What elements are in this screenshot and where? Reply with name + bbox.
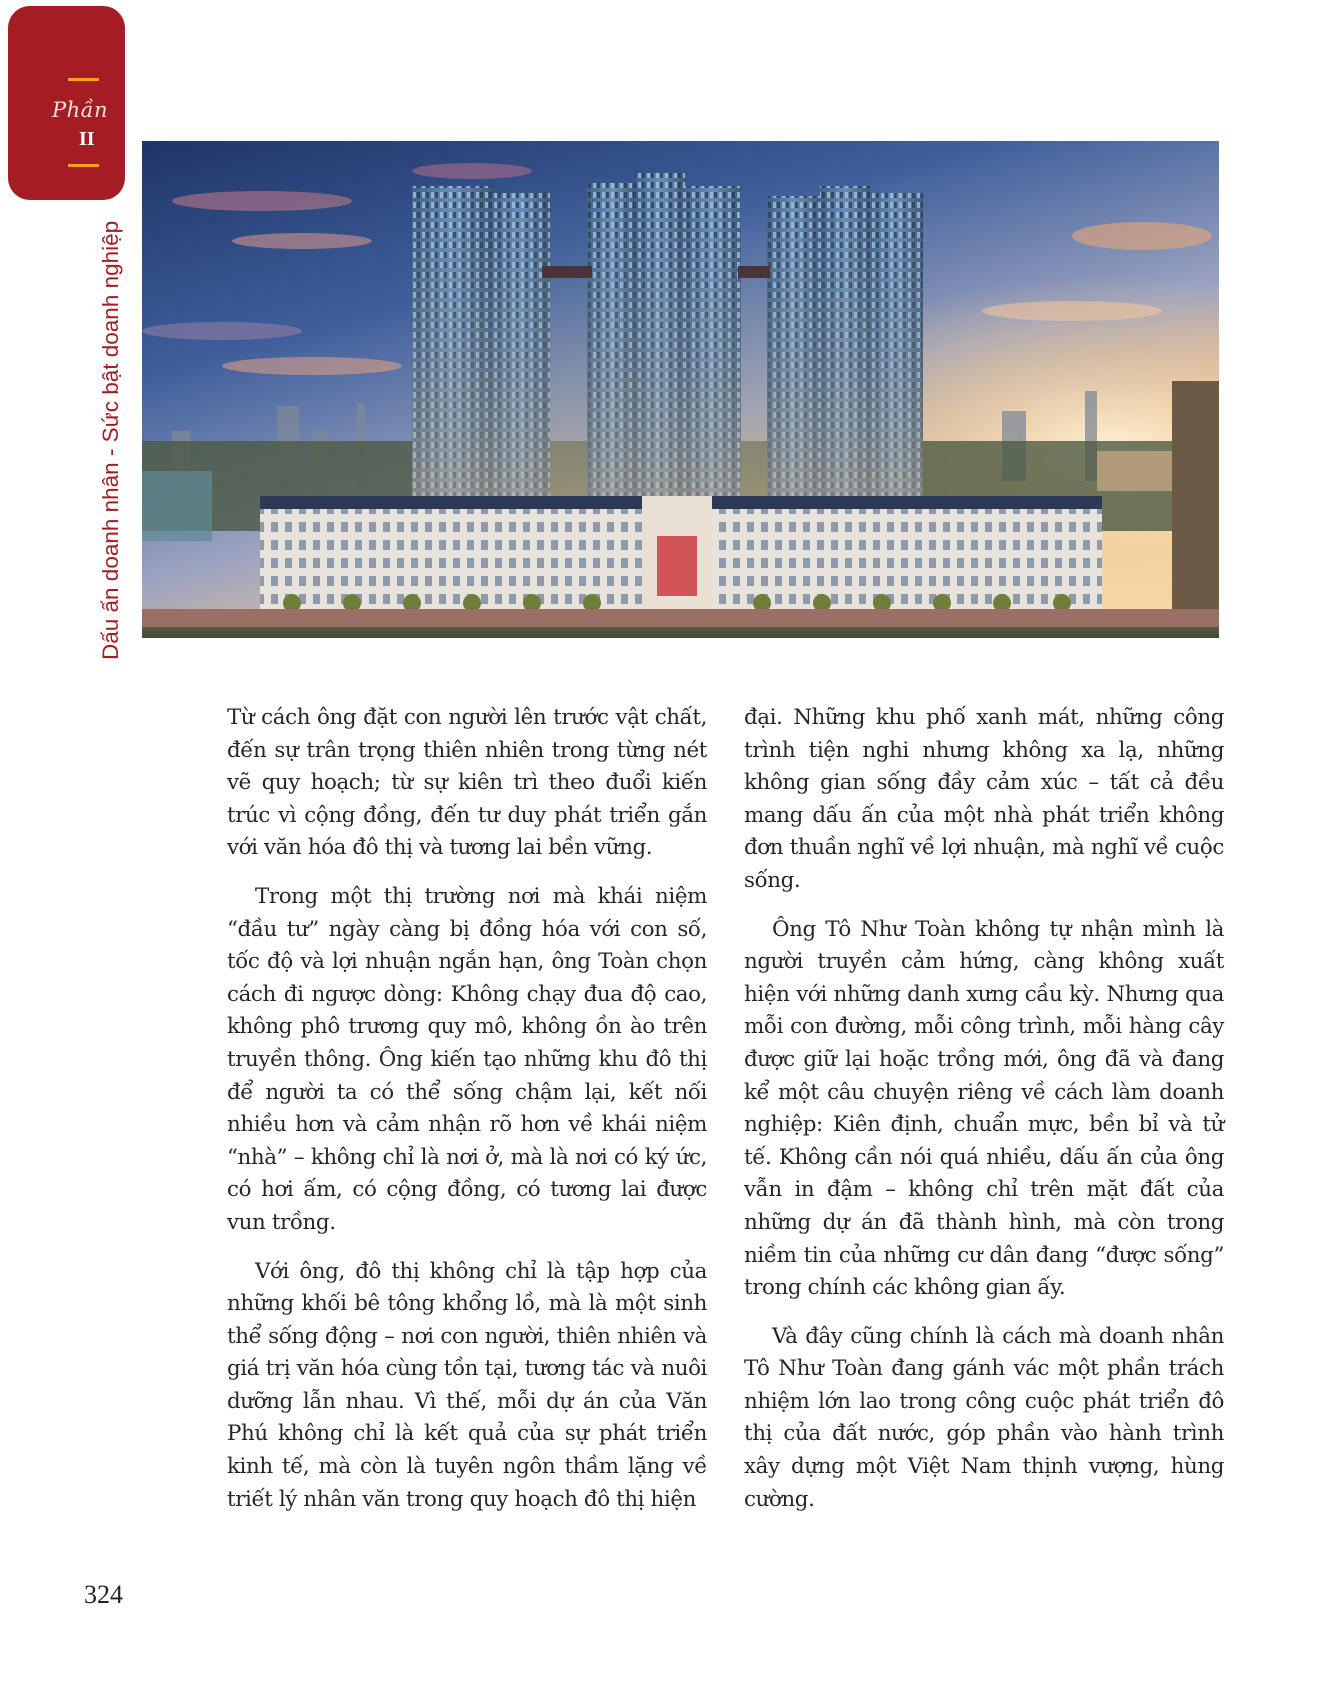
- podium-buildings: [260, 496, 1102, 609]
- paragraph: Với ông, đô thị không chỉ là tập hợp của những khối bê tông khổng lồ, mà là một sinh thể sống động – nơi con người, thiên nhiên và giá trị văn hóa cùng tồn tại, tương tác và nuôi dưỡng lẫn nhau. Vì thế, mỗi dự án của Văn Phú không chỉ là kết quả của sự phát triển kinh tế, mà còn là tuyên ngôn thầm lặng về triết lý nhân văn trong quy hoạch đô thị hiện: [227, 1258, 707, 1512]
- towers: [412, 171, 923, 511]
- paragraph: Trong một thị trường nơi mà khái niệm “đầu tư” ngày càng bị đồng hóa với con số, tốc độ và lợi nhuận ngắn hạn, ông Toàn chọn cách đi ngược dòng: Không chạy đua độ cao, không phô trương quy mô, không ồn ào trên truyền thông. Ông kiến tạo những khu đô thị để người ta có thể sống chậm lại, kết nối nhiều hơn và cảm nhận rõ hơn về khái niệm “nhà” – không chỉ là nơi ở, mà là nơi có ký ức, có hơi ấm, có cộng đồng, có tương lai được vun trồng.: [227, 883, 707, 1235]
- article-column-left: [227, 702, 707, 1532]
- tower-rendering-illustration: [142, 141, 1219, 638]
- page-number: 324: [84, 1580, 123, 1609]
- article-column-right: [744, 702, 1224, 1532]
- running-head: Dấu ấn doanh nhân - Sức bật doanh nghiệp: [98, 220, 123, 660]
- paragraph: Ông Tô Như Toàn không tự nhận mình là người truyền cảm hứng, càng không xuất hiện với những danh xưng cầu kỳ. Nhưng qua mỗi con đường, mỗi công trình, mỗi hàng cây được giữ lại hoặc trồng mới, ông đã và đang kể một câu chuyện riêng về cách làm doanh nghiệp: Kiên định, chuẩn mực, bền bỉ và tử tế. Không cần nói quá nhiều, dấu ấn của ông vẫn in đậm – không chỉ trên mặt đất của những dự án đã thành hình, mà còn trong niềm tin của những cư dân đang “được sống” trong chính các không gian ấy.: [744, 916, 1224, 1301]
- part-numeral: II: [79, 128, 95, 150]
- accent-bar-top: [68, 78, 99, 81]
- accent-bar-bottom: [68, 164, 99, 167]
- paragraph: đại. Những khu phố xanh mát, những công trình tiện nghi nhưng không xa lạ, những không gian sống đầy cảm xúc – tất cả đều mang dấu ấn của một nhà phát triển không đơn thuần nghĩ về lợi nhuận, mà nghĩ về cuộc sống.: [744, 705, 1224, 893]
- paragraph: Và đây cũng chính là cách mà doanh nhân Tô Như Toàn đang gánh vác một phần trách nhiệm lớn lao trong công cuộc phát triển đô thị của đất nước, góp phần vào hành trình xây dựng một Việt Nam thịnh vượng, hùng cường.: [744, 1323, 1224, 1512]
- part-label: Phần: [52, 98, 109, 122]
- part-tab: [8, 6, 125, 200]
- paragraph: Từ cách ông đặt con người lên trước vật chất, đến sự trân trọng thiên nhiên trong từng nét vẽ quy hoạch; từ sự kiên trì theo đuổi kiến trúc vì cộng đồng, đến tư duy phát triển gắn với văn hóa đô thị và tương lai bền vững.: [227, 705, 707, 861]
- hero-image: [142, 141, 1219, 638]
